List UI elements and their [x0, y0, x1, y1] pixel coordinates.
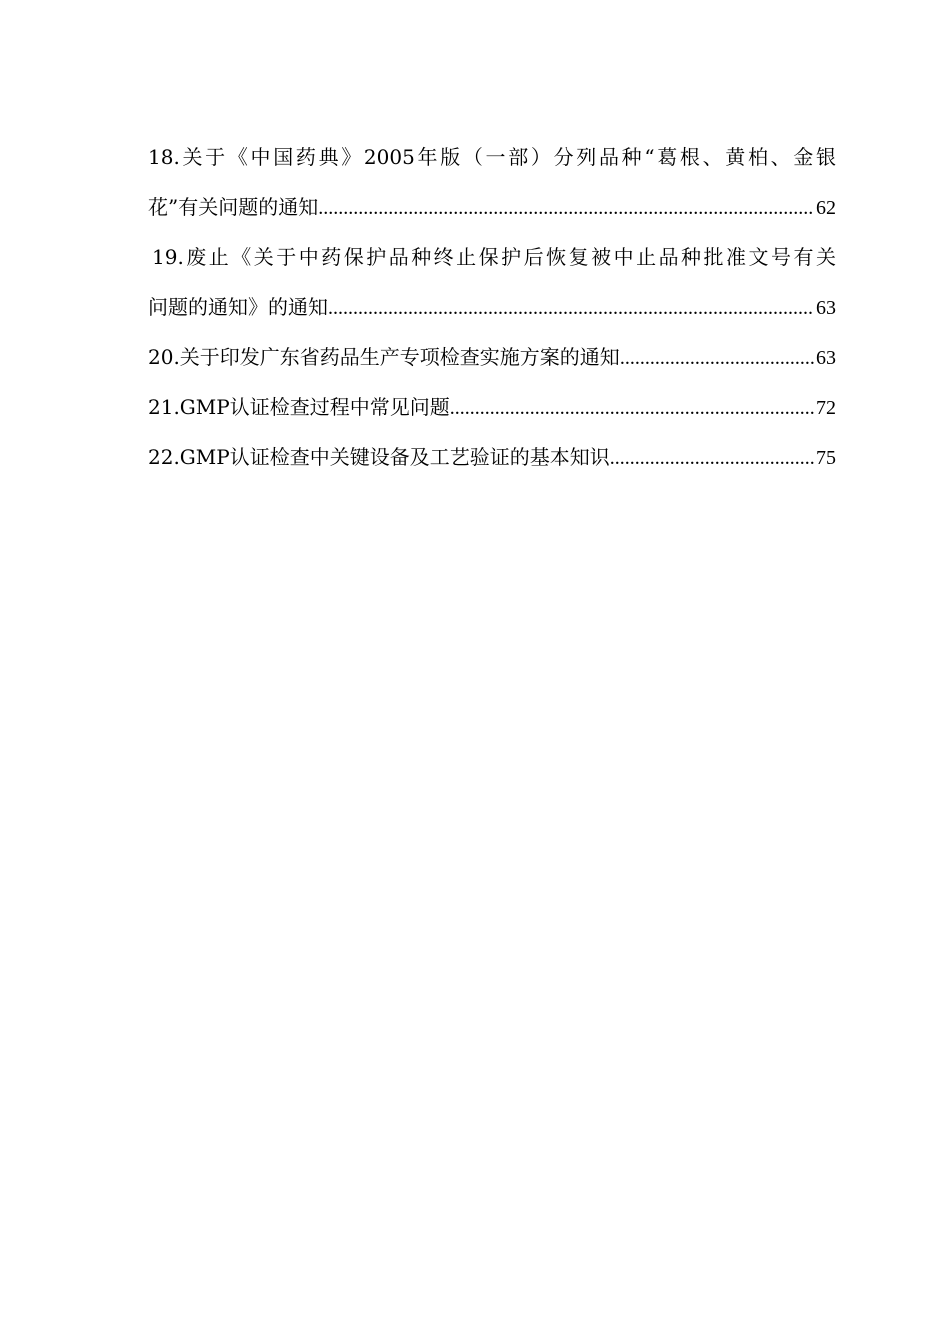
toc-entry-22[interactable] [148, 432, 836, 482]
toc-page-number: 75 [816, 447, 836, 469]
toc-entry-text: 22.GMP认证检查中关键设备及工艺验证的基本知识 [148, 445, 610, 469]
dot-leader [318, 183, 814, 232]
dot-leader [328, 283, 814, 332]
dot-leader [450, 383, 814, 432]
toc-entry-19-line2[interactable] [148, 282, 836, 332]
toc-page-number: 62 [816, 197, 836, 219]
toc-entry-text: 18.关于《中国药典》2005年版（一部）分列品种“葛根、黄柏、金银 [148, 145, 836, 169]
table-of-contents [148, 132, 836, 482]
toc-entry-20[interactable] [148, 332, 836, 382]
toc-entry-text: 问题的通知》的通知 [148, 295, 328, 319]
toc-entry-text: 花”有关问题的通知 [148, 195, 319, 219]
toc-entry-18-line1[interactable] [148, 132, 836, 182]
toc-page-number: 72 [816, 397, 836, 419]
toc-page-number: 63 [816, 347, 836, 369]
dot-leader [620, 333, 814, 382]
dot-leader [610, 433, 814, 482]
toc-entry-19-line1[interactable] [148, 232, 836, 282]
toc-entry-21[interactable] [148, 382, 836, 432]
toc-page-number: 63 [816, 297, 836, 319]
toc-entry-18-line2[interactable] [148, 182, 836, 232]
toc-entry-text: 21.GMP认证检查过程中常见问题 [148, 395, 450, 419]
toc-entry-text: 19.废止《关于中药保护品种终止保护后恢复被中止品种批准文号有关 [152, 245, 836, 269]
toc-entry-text: 20.关于印发广东省药品生产专项检查实施方案的通知 [148, 345, 620, 369]
